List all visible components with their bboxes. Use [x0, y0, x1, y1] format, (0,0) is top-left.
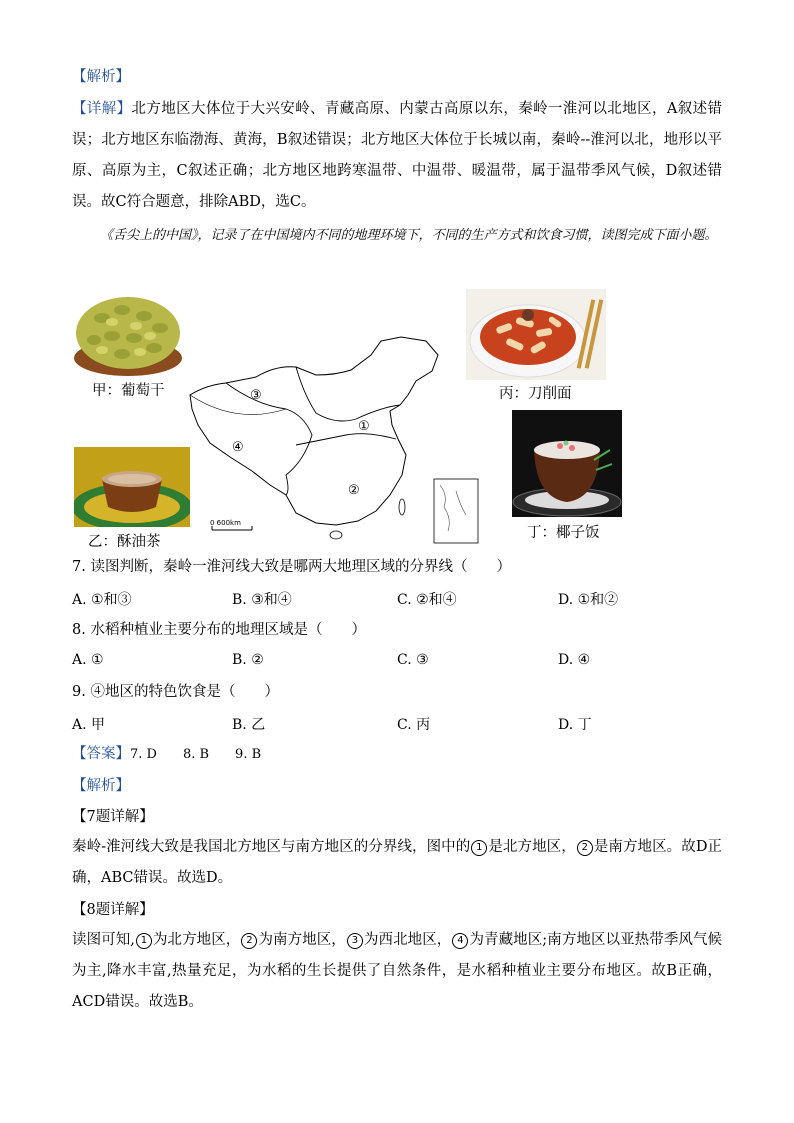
intro-text: 《舌尖上的中国》，记录了在中国境内不同的地理环境下，不同的生产方式和饮食习惯，读图完成下面小题。: [100, 228, 718, 243]
answer-text: 7. D 8. B 9. B: [130, 747, 262, 762]
map-label-4: ④: [232, 440, 244, 455]
answer-line: [72, 744, 261, 765]
analysis-heading-2: 【解析】: [72, 778, 130, 794]
q8-detail-heading: 【8题详解】: [72, 902, 154, 918]
butter-tea-photo: [74, 447, 190, 527]
circled-2-icon: 2: [577, 840, 593, 856]
circled-4-icon: 4: [452, 933, 468, 949]
q9-option-a[interactable]: A. 甲: [72, 717, 106, 733]
q8-detail-text-b: 为北方地区，: [152, 932, 241, 948]
q7-detail-heading: 【7题详解】: [72, 809, 154, 825]
q7-option-a[interactable]: A. ①和③: [72, 592, 132, 608]
circled-2-icon: 2: [241, 933, 257, 949]
caption-yi: 乙：酥油茶: [88, 534, 161, 550]
q9-option-c[interactable]: C. 丙: [397, 717, 431, 733]
q8-option-a[interactable]: A. ①: [72, 652, 104, 668]
caption-ding: 丁：椰子饭: [527, 525, 600, 541]
q7-detail-paragraph: [72, 832, 722, 894]
q8-detail-text-c: 为南方地区，: [258, 932, 346, 948]
q9-option-d[interactable]: D. 丁: [558, 717, 592, 733]
q8-detail-text-a: 读图可知,: [72, 932, 135, 948]
q9-option-b[interactable]: B. 乙: [232, 717, 266, 733]
detail-text: 北方地区大体位于大兴安岭、青藏高原、内蒙古高原以东，秦岭一淮河以北地区，A叙述错误；北方地区东临渤海、黄海，B叙述错误；北方地区大体位于长城以南，秦岭--淮河以北，地形以平原、高原为主，C叙述正确；北方地区地跨寒温带、中温带、暖温带，属于温带季风气候，D叙述错误。故C符合题意，排除ABD，选C。: [72, 101, 723, 210]
q8-option-c[interactable]: C. ③: [397, 652, 429, 668]
raisins-photo: [72, 288, 184, 378]
q8-stem: 8. 水稻种植业主要分布的地理区域是（ ）: [72, 622, 366, 638]
circled-1-icon: 1: [136, 933, 152, 949]
detail-paragraph: [72, 94, 722, 218]
map-label-1: ①: [358, 419, 370, 434]
circled-3-icon: 3: [347, 933, 363, 949]
q8-option-d[interactable]: D. ④: [558, 652, 591, 668]
q7-detail-text-c: 是南方地区。故D正确，ABC错误。故选D。: [72, 839, 723, 886]
scale-label: 0 600km: [210, 519, 241, 527]
q8-detail-paragraph: [72, 925, 722, 1018]
q8-detail-text-e: 为青藏地区;南方地区以亚热带季风气候为主,降水丰富,热量充足，为水稻的生长提供了自然条件，是水稻种植业主要分布地区。故B正确，ACD错误。故选B。: [72, 932, 723, 1010]
caption-bing: 丙：刀削面: [499, 386, 572, 402]
circled-1-icon: 1: [471, 840, 487, 856]
answer-tag: 【答案】: [72, 746, 130, 762]
q8-option-b[interactable]: B. ②: [232, 652, 264, 668]
q7-option-c[interactable]: C. ②和④: [397, 592, 457, 608]
detail-tag: 【详解】: [72, 101, 132, 117]
q7-detail-text-b: 是北方地区，: [488, 839, 576, 855]
q7-option-b[interactable]: B. ③和④: [232, 592, 292, 608]
map-label-3: ③: [250, 388, 262, 403]
q7-detail-text-a: 秦岭-淮河线大致是我国北方地区与南方地区的分界线，图中的: [72, 839, 471, 855]
q9-stem: 9. ④地区的特色饮食是（ ）: [72, 684, 279, 700]
china-map: [186, 335, 496, 547]
map-label-2: ②: [348, 483, 360, 498]
coconut-rice-photo: [512, 410, 622, 517]
caption-jia: 甲：葡萄干: [92, 383, 165, 399]
q8-detail-text-d: 为西北地区，: [363, 932, 452, 948]
q7-option-d[interactable]: D. ①和②: [558, 592, 619, 608]
analysis-heading: 【解析】: [72, 69, 130, 85]
q7-stem: 7. 读图判断，秦岭一淮河线大致是哪两大地理区域的分界线（ ）: [72, 559, 511, 575]
